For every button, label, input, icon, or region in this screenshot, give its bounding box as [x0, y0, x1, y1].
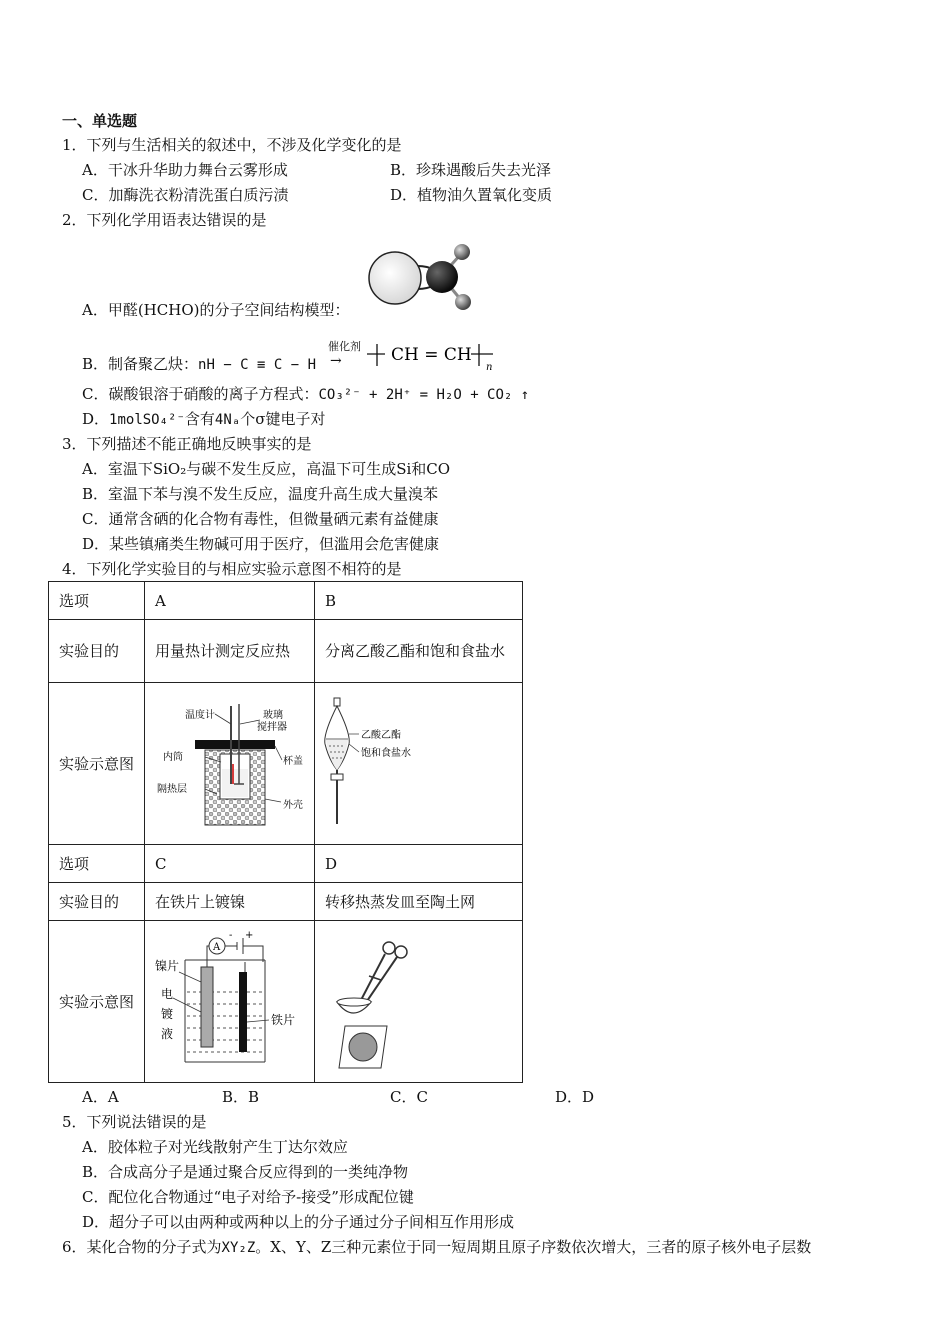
- oxygen-atom: [369, 252, 421, 304]
- polymer-degree: n: [486, 362, 493, 372]
- avogadro-quantity: 4Nₐ: [214, 412, 241, 428]
- hydrogen-atom: [455, 294, 471, 310]
- positive-terminal-label: +: [245, 929, 254, 941]
- question-6-prefix: 6．某化合物的分子式为: [62, 1238, 222, 1256]
- stirrer-label: 搅拌器: [257, 721, 287, 733]
- table-cell-purpose-d: 转移热蒸发皿至陶土网: [315, 883, 523, 921]
- reaction-arrow-icon: →: [330, 353, 342, 369]
- polyacetylene-figure: [365, 340, 505, 372]
- table-cell-option-b: B: [315, 582, 523, 620]
- electrolyte-label-2: 镀: [161, 1006, 174, 1021]
- nickel-label: 镍片: [155, 958, 180, 973]
- brine-label: 饱和食盐水: [361, 747, 411, 759]
- question-5-option-d: D．超分子可以由两种或两种以上的分子通过分子间相互作用形成: [82, 1213, 515, 1231]
- iron-plate: [239, 972, 247, 1052]
- hydrogen-atom: [454, 244, 470, 260]
- option-d-suffix: 键电子对: [265, 410, 326, 428]
- carbon-atom: [426, 261, 458, 293]
- table-cell-figure-c: [145, 921, 315, 1083]
- table-cell-figure-d: [315, 921, 523, 1083]
- question-5-option-b: B．合成高分子是通过聚合反应得到的一类纯净物: [82, 1163, 409, 1181]
- negative-terminal-label: -: [229, 929, 233, 941]
- electrolyte-label-3: 液: [161, 1026, 174, 1041]
- compound-formula: XY₂Z: [221, 1240, 256, 1256]
- calorimeter-figure: [145, 684, 314, 844]
- question-1-option-a: A．干冰升华助力舞台云雾形成: [82, 161, 288, 179]
- sigma-label: 个σ: [240, 410, 266, 428]
- question-3-option-d: D．某些镇痛类生物碱可用于医疗，但滥用会危害健康: [82, 535, 440, 553]
- glass-label: 玻璃: [263, 709, 283, 721]
- question-3-option-b: B．室温下苯与溴不发生反应，温度升高生成大量溴苯: [82, 485, 439, 503]
- table-row: [49, 845, 523, 883]
- inner-cylinder-label: 内筒: [163, 751, 183, 763]
- ammeter-label: A: [213, 941, 221, 953]
- table-cell-label: 实验示意图: [49, 683, 145, 845]
- table-row: [49, 883, 523, 921]
- catalyst-label: 催化剂: [328, 340, 361, 353]
- electroplating-figure: [145, 922, 314, 1082]
- question-1-option-c: C．加酶洗衣粉清洗蛋白质污渍: [82, 186, 289, 204]
- table-cell-option-a: A: [145, 582, 315, 620]
- option-d-mid: 含有: [184, 410, 215, 428]
- sulfate-amount: 1molSO₄²⁻: [109, 412, 185, 428]
- table-row: [49, 582, 523, 620]
- question-2-option-a: A．甲醛(HCHO)的分子空间结构模型：: [82, 301, 350, 319]
- question-4-stem: 4．下列化学实验目的与相应实验示意图不相符的是: [62, 560, 402, 578]
- table-cell-label: 选项: [49, 845, 145, 883]
- question-2-option-b: [82, 354, 316, 375]
- table-cell-label: 实验示意图: [49, 921, 145, 1083]
- calorimeter-lid: [195, 740, 275, 749]
- table-cell-option-c: C: [145, 845, 315, 883]
- evaporating-dish-figure: [315, 922, 522, 1082]
- experiment-table: [48, 581, 523, 1083]
- clay-gauze-center: [349, 1033, 377, 1061]
- question-3-option-a: A．室温下SiO₂与碳不发生反应，高温下可生成Si和CO: [82, 460, 451, 478]
- question-4-option-a: A．A: [82, 1088, 119, 1106]
- table-row: [49, 683, 523, 845]
- question-4-option-d: D．D: [555, 1088, 595, 1106]
- question-1-option-d: D．植物油久置氧化变质: [390, 186, 553, 204]
- lid-label: 杯盖: [283, 755, 303, 767]
- question-3-stem: 3．下列描述不能正确地反映事实的是: [62, 435, 312, 453]
- nickel-plate: [201, 967, 213, 1047]
- question-6-suffix: 。X、Y、Z三种元素位于同一短周期且原子序数依次增大，三者的原子核外电子层数: [255, 1238, 812, 1256]
- insulation-label: 隔热层: [157, 783, 187, 795]
- formaldehyde-model-figure: [365, 240, 475, 315]
- table-cell-purpose-c: 在铁片上镀镍: [145, 883, 315, 921]
- table-cell-label: 实验目的: [49, 883, 145, 921]
- question-2-option-d: [82, 409, 325, 430]
- question-2-option-c: [82, 384, 529, 405]
- question-4-option-b: B．B: [222, 1088, 260, 1106]
- ester-label: 乙酸乙酯: [361, 729, 401, 741]
- table-cell-label: 选项: [49, 582, 145, 620]
- question-6-stem: [62, 1237, 811, 1258]
- option-d-prefix: D．: [82, 410, 110, 428]
- table-cell-figure-b: [315, 683, 523, 845]
- iron-label: 铁片: [271, 1012, 296, 1027]
- table-cell-figure-a: [145, 683, 315, 845]
- table-cell-purpose-a: 用量热计测定反应热: [145, 620, 315, 683]
- electrolyte-label-1: 电: [161, 986, 174, 1001]
- table-cell-purpose-b: 分离乙酸乙酯和饱和食盐水: [315, 620, 523, 683]
- option-c-prefix: C．碳酸银溶于硝酸的离子方程式：: [82, 385, 319, 403]
- question-2-stem: 2．下列化学用语表达错误的是: [62, 211, 267, 229]
- separatory-funnel-figure: [315, 684, 522, 844]
- table-row: [49, 620, 523, 683]
- question-5-option-c: C．配位化合物通过“电子对给予-接受”形成配位键: [82, 1188, 414, 1206]
- question-5-option-a: A．胶体粒子对光线散射产生丁达尔效应: [82, 1138, 348, 1156]
- shell-label: 外壳: [283, 799, 303, 811]
- table-cell-label: 实验目的: [49, 620, 145, 683]
- thermometer-label: 温度计: [185, 709, 215, 721]
- question-5-stem: 5．下列说法错误的是: [62, 1113, 207, 1131]
- question-3-option-c: C．通常含硒的化合物有毒性，但微量硒元素有益健康: [82, 510, 439, 528]
- polyacetylene-repeat-unit: CH = CH: [391, 345, 472, 365]
- section-title: 一、单选题: [62, 112, 138, 130]
- option-b-prefix: B．制备聚乙炔：: [82, 355, 199, 373]
- question-4-option-c: C．C: [390, 1088, 428, 1106]
- acetylene-formula: nH − C ≡ C − H: [198, 357, 317, 373]
- ion-equation: CO₃²⁻ + 2H⁺ = H₂O + CO₂ ↑: [318, 387, 530, 403]
- table-cell-option-d: D: [315, 845, 523, 883]
- question-1-option-b: B．珍珠遇酸后失去光泽: [390, 161, 552, 179]
- question-1-stem: 1．下列与生活相关的叙述中，不涉及化学变化的是: [62, 136, 402, 154]
- table-row: [49, 921, 523, 1083]
